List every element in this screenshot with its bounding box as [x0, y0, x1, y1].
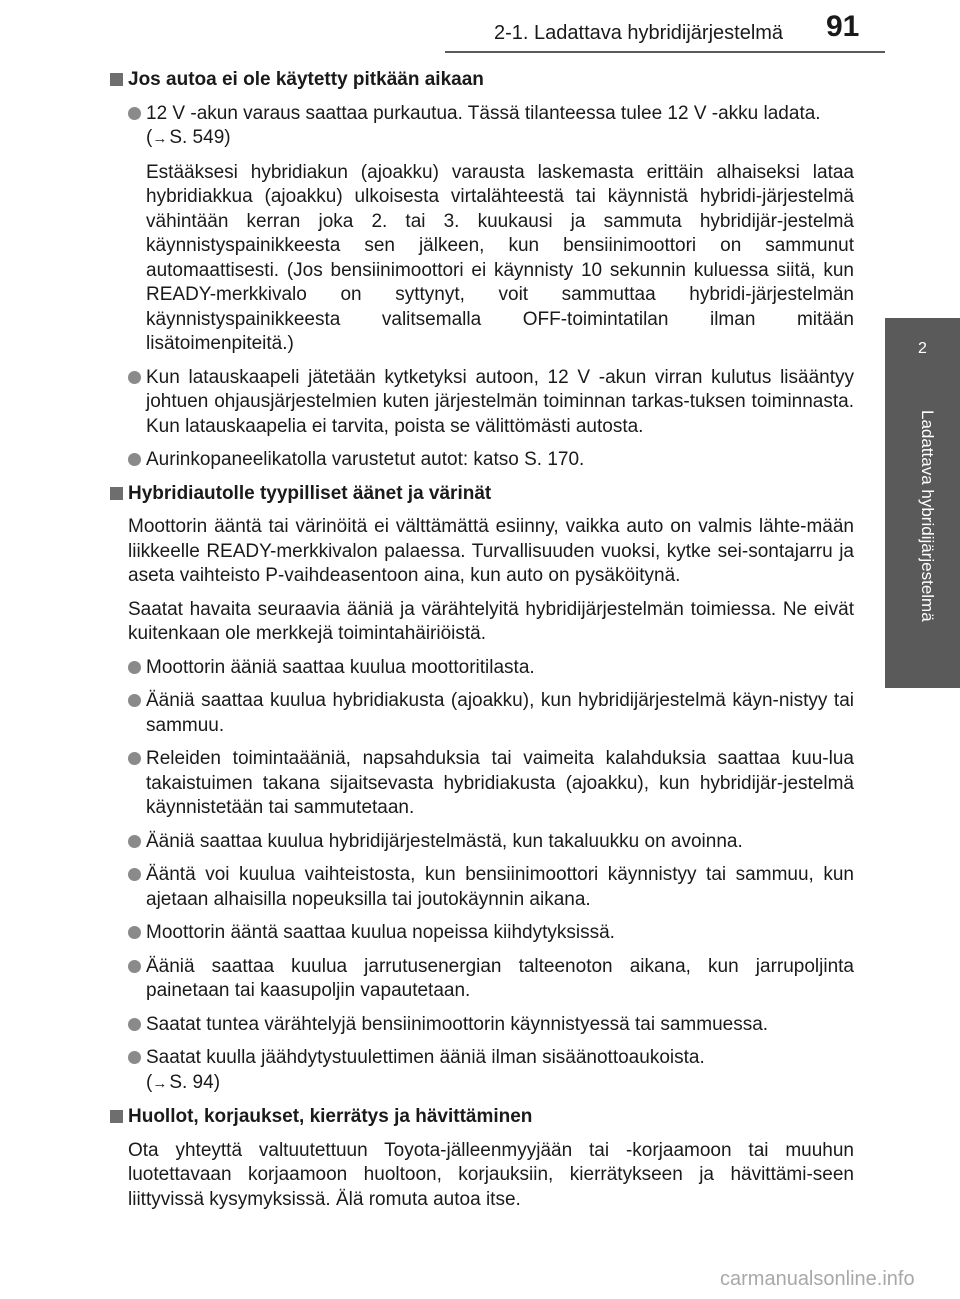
- section-heading: [108, 1105, 854, 1130]
- list-item: [108, 102, 854, 152]
- list-item: [108, 366, 854, 440]
- round-bullet-icon: [128, 1018, 141, 1031]
- explanatory-paragraph: Estääksesi hybridiakun (ajoakku) varausta laskemasta erittäin alhaiseksi lataa hybridiakkua (ajoakku) ulkoisesta virtalähteestä tai käynnistä hybridi-järjestelmä vähintään kerran joka 2. tai 3. kuukausi ja sammuta hybridijär-jestelmä käynnistyspainikkeesta sen jälkeen, kun bensiinimoottori on sammunut automaattisesti. (Jos bensiinimoottori ei käynnisty 10 sekunnin kuluessa siitä, kun READY-merkkivalo on syttynyt, voit sammuttaa hybridi-järjestelmän käynnistyspainikkeesta valitsemalla OFF-toimintatilan ilman mitään lisätoimenpiteitä.): [146, 161, 854, 354]
- watermark-text: carmanualsonline.info: [720, 1268, 915, 1290]
- square-bullet-icon: [110, 487, 123, 500]
- list-item-text: Saatat kuulla jäähdytystuulettimen ääniä ilman sisäänottoaukoista.: [146, 1047, 705, 1068]
- body-paragraph: Ota yhteyttä valtuutettuun Toyota-jälleenmyyjään tai -korjaamoon tai muuhun luotettavaan korjaamoon huoltoon, korjauksiin, kierrätykseen ja hävittämi-seen liittyvissä kysymyksissä. Älä romuta autoa itse.: [128, 1139, 854, 1210]
- section-heading-text: Huollot, korjaukset, kierrätys ja hävittäminen: [128, 1106, 533, 1127]
- list-item-text: Kun latauskaapeli jätetään kytketyksi autoon, 12 V -akun virran kulutus lisääntyy johtuen ohjausjärjestelmien kuten järjestelmän toiminnan tarkas-tuksen toiminnasta. Kun latauskaapelia ei tarvita, poista se välittömästi autosta.: [146, 366, 854, 437]
- page-reference: (→ S. 94): [146, 1071, 854, 1097]
- list-item: [108, 921, 854, 946]
- list-item-text: Releiden toimintaääniä, napsahduksia tai vaimeita kalahduksia saattaa kuu-lua takaistuimen takana sijaitsevasta hybridiakusta (ajoakku), kun hybridijär-jestelmä käynnistetään tai sammutetaan.: [146, 748, 854, 818]
- round-bullet-icon: [128, 453, 141, 466]
- square-bullet-icon: [110, 1110, 123, 1123]
- list-item: [108, 656, 854, 681]
- page-header: [0, 0, 960, 60]
- list-item: [108, 1013, 854, 1038]
- list-item-text: Ääntä voi kuulua vaihteistosta, kun bensiinimoottori käynnistyy tai sammuu, kun ajetaan alhaisilla nopeuksilla tai joutokäynnin aikana.: [146, 864, 854, 910]
- section-heading-text: Jos autoa ei ole käytetty pitkään aikaan: [128, 69, 484, 90]
- list-item: [108, 830, 854, 855]
- square-bullet-icon: [110, 73, 123, 86]
- round-bullet-icon: [128, 868, 141, 881]
- list-item: [108, 1046, 854, 1096]
- page-number: 91: [826, 10, 860, 43]
- list-item-text: Ääniä saattaa kuulua hybridiakusta (ajoakku), kun hybridijärjestelmä käyn-nistyy tai sammuu.: [146, 690, 854, 736]
- list-item: [108, 689, 854, 738]
- section-heading: [108, 482, 854, 507]
- body-paragraph: Saatat havaita seuraavia ääniä ja värähtelyitä hybridijärjestelmän toimiessa. Ne eivät kuitenkaan ole merkkejä toimintahäiriöistä.: [128, 598, 854, 644]
- list-item-text: Moottorin ääniä saattaa kuulua moottoritilasta.: [146, 656, 535, 678]
- list-item-text: Ääniä saattaa kuulua jarrutusenergian talteenoton aikana, kun jarrupoljinta painetaan tai kaasupoljin vapautetaan.: [146, 955, 854, 1001]
- round-bullet-icon: [128, 835, 141, 848]
- chapter-side-tab: [885, 318, 960, 688]
- page-reference: (→ S. 549): [146, 126, 854, 152]
- section-heading: [108, 68, 854, 93]
- round-bullet-icon: [128, 1051, 141, 1064]
- list-item: [108, 863, 854, 912]
- list-item-text: Ääniä saattaa kuulua hybridijärjestelmästä, kun takaluukku on avoinna.: [146, 830, 743, 852]
- chapter-title: 2-1. Ladattava hybridijärjestelmä: [494, 22, 784, 44]
- list-item-text: Saatat tuntea värähtelyjä bensiinimoottorin käynnistyessä tai sammuessa.: [146, 1013, 769, 1035]
- round-bullet-icon: [128, 694, 141, 707]
- round-bullet-icon: [128, 752, 141, 765]
- round-bullet-icon: [128, 371, 141, 384]
- list-item-text: Moottorin ääntä saattaa kuulua nopeissa kiihdytyksissä.: [146, 922, 615, 943]
- list-item: [108, 955, 854, 1004]
- section-heading-text: Hybridiautolle tyypilliset äänet ja värinät: [128, 482, 492, 504]
- list-item: [108, 448, 854, 473]
- round-bullet-icon: [128, 926, 141, 939]
- side-tab-label: Ladattava hybridijärjestelmä: [918, 410, 937, 622]
- header-divider: [445, 51, 885, 53]
- arrow-right-icon: →: [152, 1074, 168, 1092]
- side-tab-number: 2: [918, 340, 927, 357]
- round-bullet-icon: [128, 960, 141, 973]
- page-content: [108, 68, 854, 1221]
- round-bullet-icon: [128, 107, 141, 120]
- list-item: [108, 747, 854, 821]
- arrow-right-icon: →: [152, 130, 168, 147]
- list-item-text: 12 V -akun varaus saattaa purkautua. Tässä tilanteessa tulee 12 V -akku ladata.: [146, 102, 821, 124]
- body-paragraph: Moottorin ääntä tai värinöitä ei välttämättä esiinny, vaikka auto on valmis lähte-mään liikkeelle READY-merkkivalon palaessa. Turvallisuuden vuoksi, kytke sei-sontajarru ja aseta vaihteisto P-vaihdeasentoon aina, kun auto on pysäköitynä.: [128, 516, 854, 586]
- round-bullet-icon: [128, 661, 141, 674]
- list-item-text: Aurinkopaneelikatolla varustetut autot: katso S. 170.: [146, 449, 585, 470]
